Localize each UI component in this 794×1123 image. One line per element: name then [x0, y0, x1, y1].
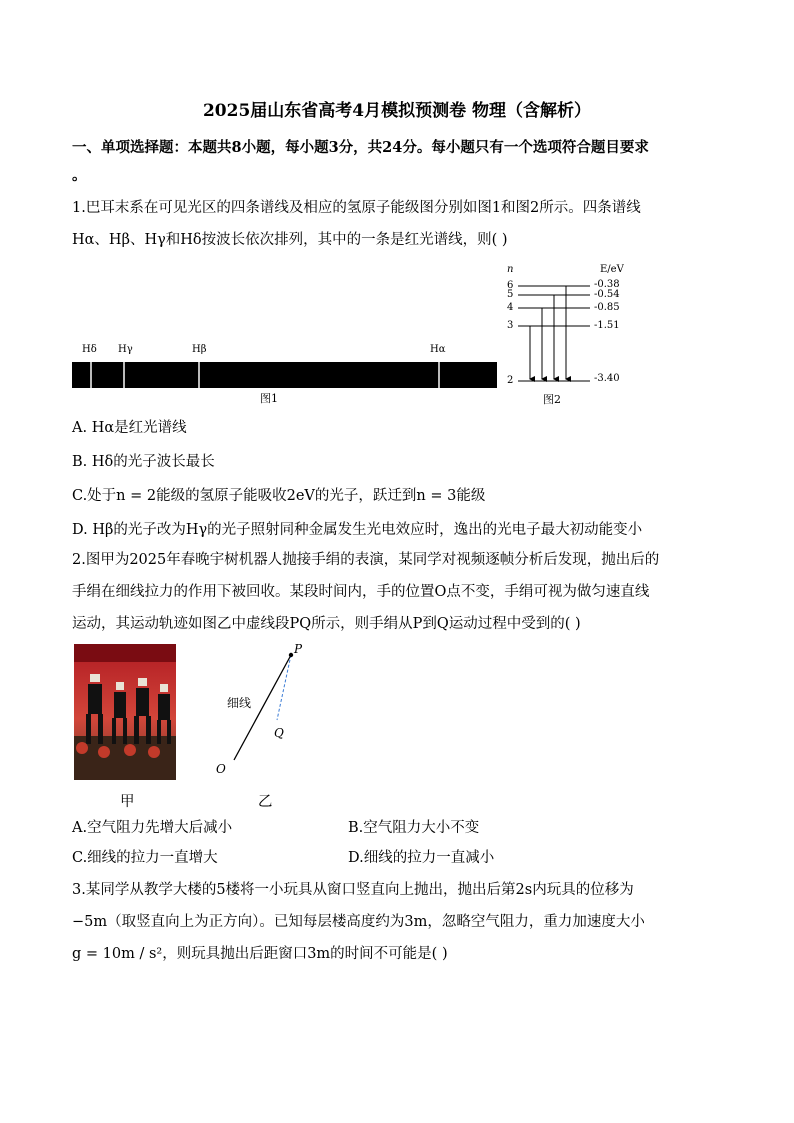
label-string: 细线: [227, 696, 252, 710]
level-n3: 3: [507, 320, 514, 331]
q3-stem-line3: g = 10m / s²，则玩具抛出后距窗口3m的时间不可能是( ): [72, 946, 448, 962]
figure-1-caption: 图1: [260, 392, 278, 405]
spectrum-label-hbeta: Hβ: [192, 344, 207, 355]
robot-performance-photo: [74, 644, 176, 780]
figure-2-caption: 图2: [543, 393, 561, 406]
q2-option-d: D.细线的拉力一直减小: [348, 850, 495, 866]
spectrum-label-hgamma: Hγ: [118, 344, 133, 355]
energy-n-label: n: [507, 264, 514, 275]
page-title: 2025届山东省高考4月模拟预测卷 物理（含解析）: [202, 101, 592, 121]
q1-option-d: D. Hβ的光子改为Hγ的光子照射同种金属发生光电效应时，逸出的光电子最大初动能变小: [72, 522, 643, 538]
q1-option-c: C.处于n = 2能级的氢原子能吸收2eV的光子，跃迁到n = 3能级: [72, 488, 486, 504]
spectrum-line-hgamma: [123, 362, 125, 388]
energy-e-label: E/eV: [600, 264, 624, 275]
q3-stem-line1: 3.某同学从教学大楼的5楼将一小玩具从窗口竖直向上抛出，抛出后第2s内玩具的位移为: [72, 882, 634, 898]
label-q: Q: [274, 726, 284, 740]
spectrum-line-hbeta: [198, 362, 200, 388]
q2-stem-line1: 2.图甲为2025年春晚宇树机器人抛接手绢的表演，某同学对视频逐帧分析后发现，抛出后的: [72, 552, 660, 568]
section-heading-line1: 一、单项选择题：本题共8小题，每小题3分，共24分。每小题只有一个选项符合题目要求: [72, 139, 649, 156]
spectrum-line-hdelta: [90, 362, 92, 388]
label-o: O: [216, 762, 226, 776]
q2-option-b: B.空气阻力大小不变: [348, 820, 480, 836]
level-n4: 4: [507, 302, 514, 313]
level-e5: -0.54: [594, 289, 620, 300]
section-heading-line2: 。: [72, 167, 87, 184]
figure-1-spectrum: [72, 340, 502, 405]
q2-option-a: A.空气阻力先增大后减小: [72, 820, 233, 836]
spectrum-line-halpha: [438, 362, 440, 388]
level-e2: -3.40: [594, 373, 620, 384]
figure-yi-trajectory: [210, 644, 320, 784]
level-n6: 6: [507, 280, 514, 291]
spectrum-label-hdelta: Hδ: [82, 344, 97, 355]
q3-stem-line2: −5m（取竖直向上为正方向）。已知每层楼高度约为3m，忽略空气阻力，重力加速度大小: [72, 914, 645, 930]
figure-jia-caption: 甲: [120, 794, 135, 810]
trajectory-diagram: [210, 644, 320, 784]
q2-stem-line3: 运动，其运动轨迹如图乙中虚线段PQ所示，则手绢从P到Q运动过程中受到的( ): [72, 616, 581, 632]
level-e4: -0.85: [594, 302, 620, 313]
spectrum-bar: [72, 360, 502, 390]
label-p: P: [294, 642, 303, 656]
figure-yi-caption: 乙: [258, 794, 273, 810]
energy-level-diagram: [500, 262, 650, 392]
q2-option-c: C.细线的拉力一直增大: [72, 850, 218, 866]
figure-2-energy-levels: [500, 262, 650, 407]
level-e3: -1.51: [594, 320, 620, 331]
spectrum-label-halpha: Hα: [430, 344, 446, 355]
q1-stem-line1: 1.巴耳末系在可见光区的四条谱线及相应的氢原子能级图分别如图1和图2所示。四条谱线: [72, 200, 641, 216]
level-n2: 2: [507, 375, 514, 386]
path-pq-dashed: [277, 655, 291, 720]
q2-stem-line2: 手绢在细线拉力的作用下被回收。某段时间内，手的位置O点不变，手绢可视为做匀速直线: [72, 584, 650, 600]
q1-stem-line2: Hα、Hβ、Hγ和Hδ按波长依次排列，其中的一条是红光谱线，则( ): [72, 232, 508, 248]
level-n5: 5: [507, 289, 514, 300]
point-p: [289, 653, 293, 657]
q1-option-a: A. Hα是红光谱线: [72, 420, 187, 436]
section-heading: [72, 134, 732, 190]
level-e6: -0.38: [594, 279, 620, 290]
q1-option-b: B. Hδ的光子波长最长: [72, 454, 215, 470]
